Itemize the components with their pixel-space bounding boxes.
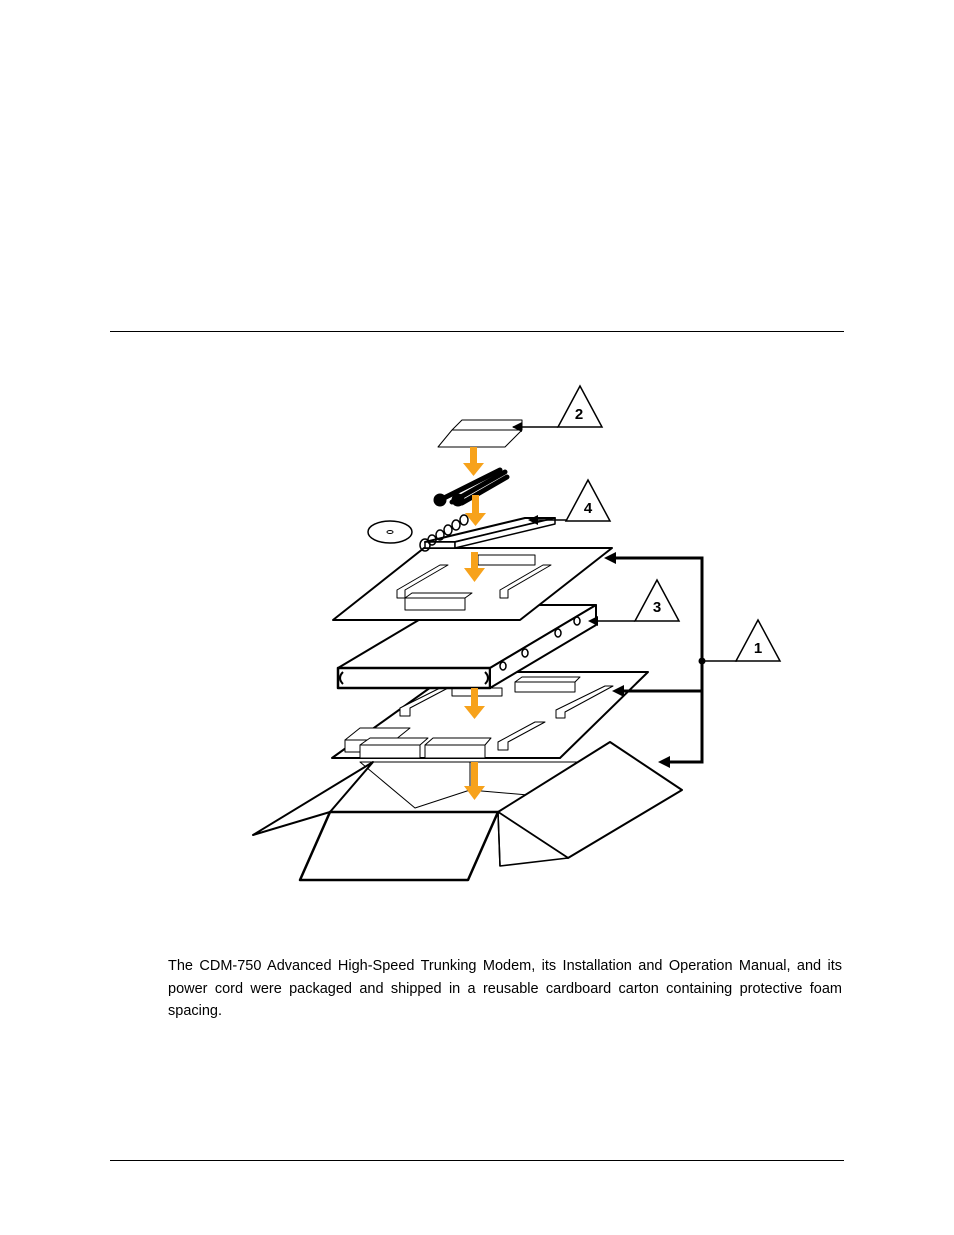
callout-label-4: 4 — [583, 500, 593, 517]
cover-sheet — [438, 420, 522, 447]
callout-label-2: 2 — [574, 406, 584, 423]
callout-label-3: 3 — [652, 599, 662, 616]
footer-rule — [110, 1160, 844, 1161]
rack-handles — [436, 470, 507, 504]
carton-box — [253, 742, 682, 880]
callout-label-1: 1 — [753, 640, 763, 657]
body-paragraph: The CDM-750 Advanced High-Speed Trunking Modem, its Installation and Operation Manual, and its power cord were packaged and shipped in a reusable cardboard carton containing protective foam spacing. — [168, 958, 842, 1019]
cd-disc — [368, 521, 412, 543]
